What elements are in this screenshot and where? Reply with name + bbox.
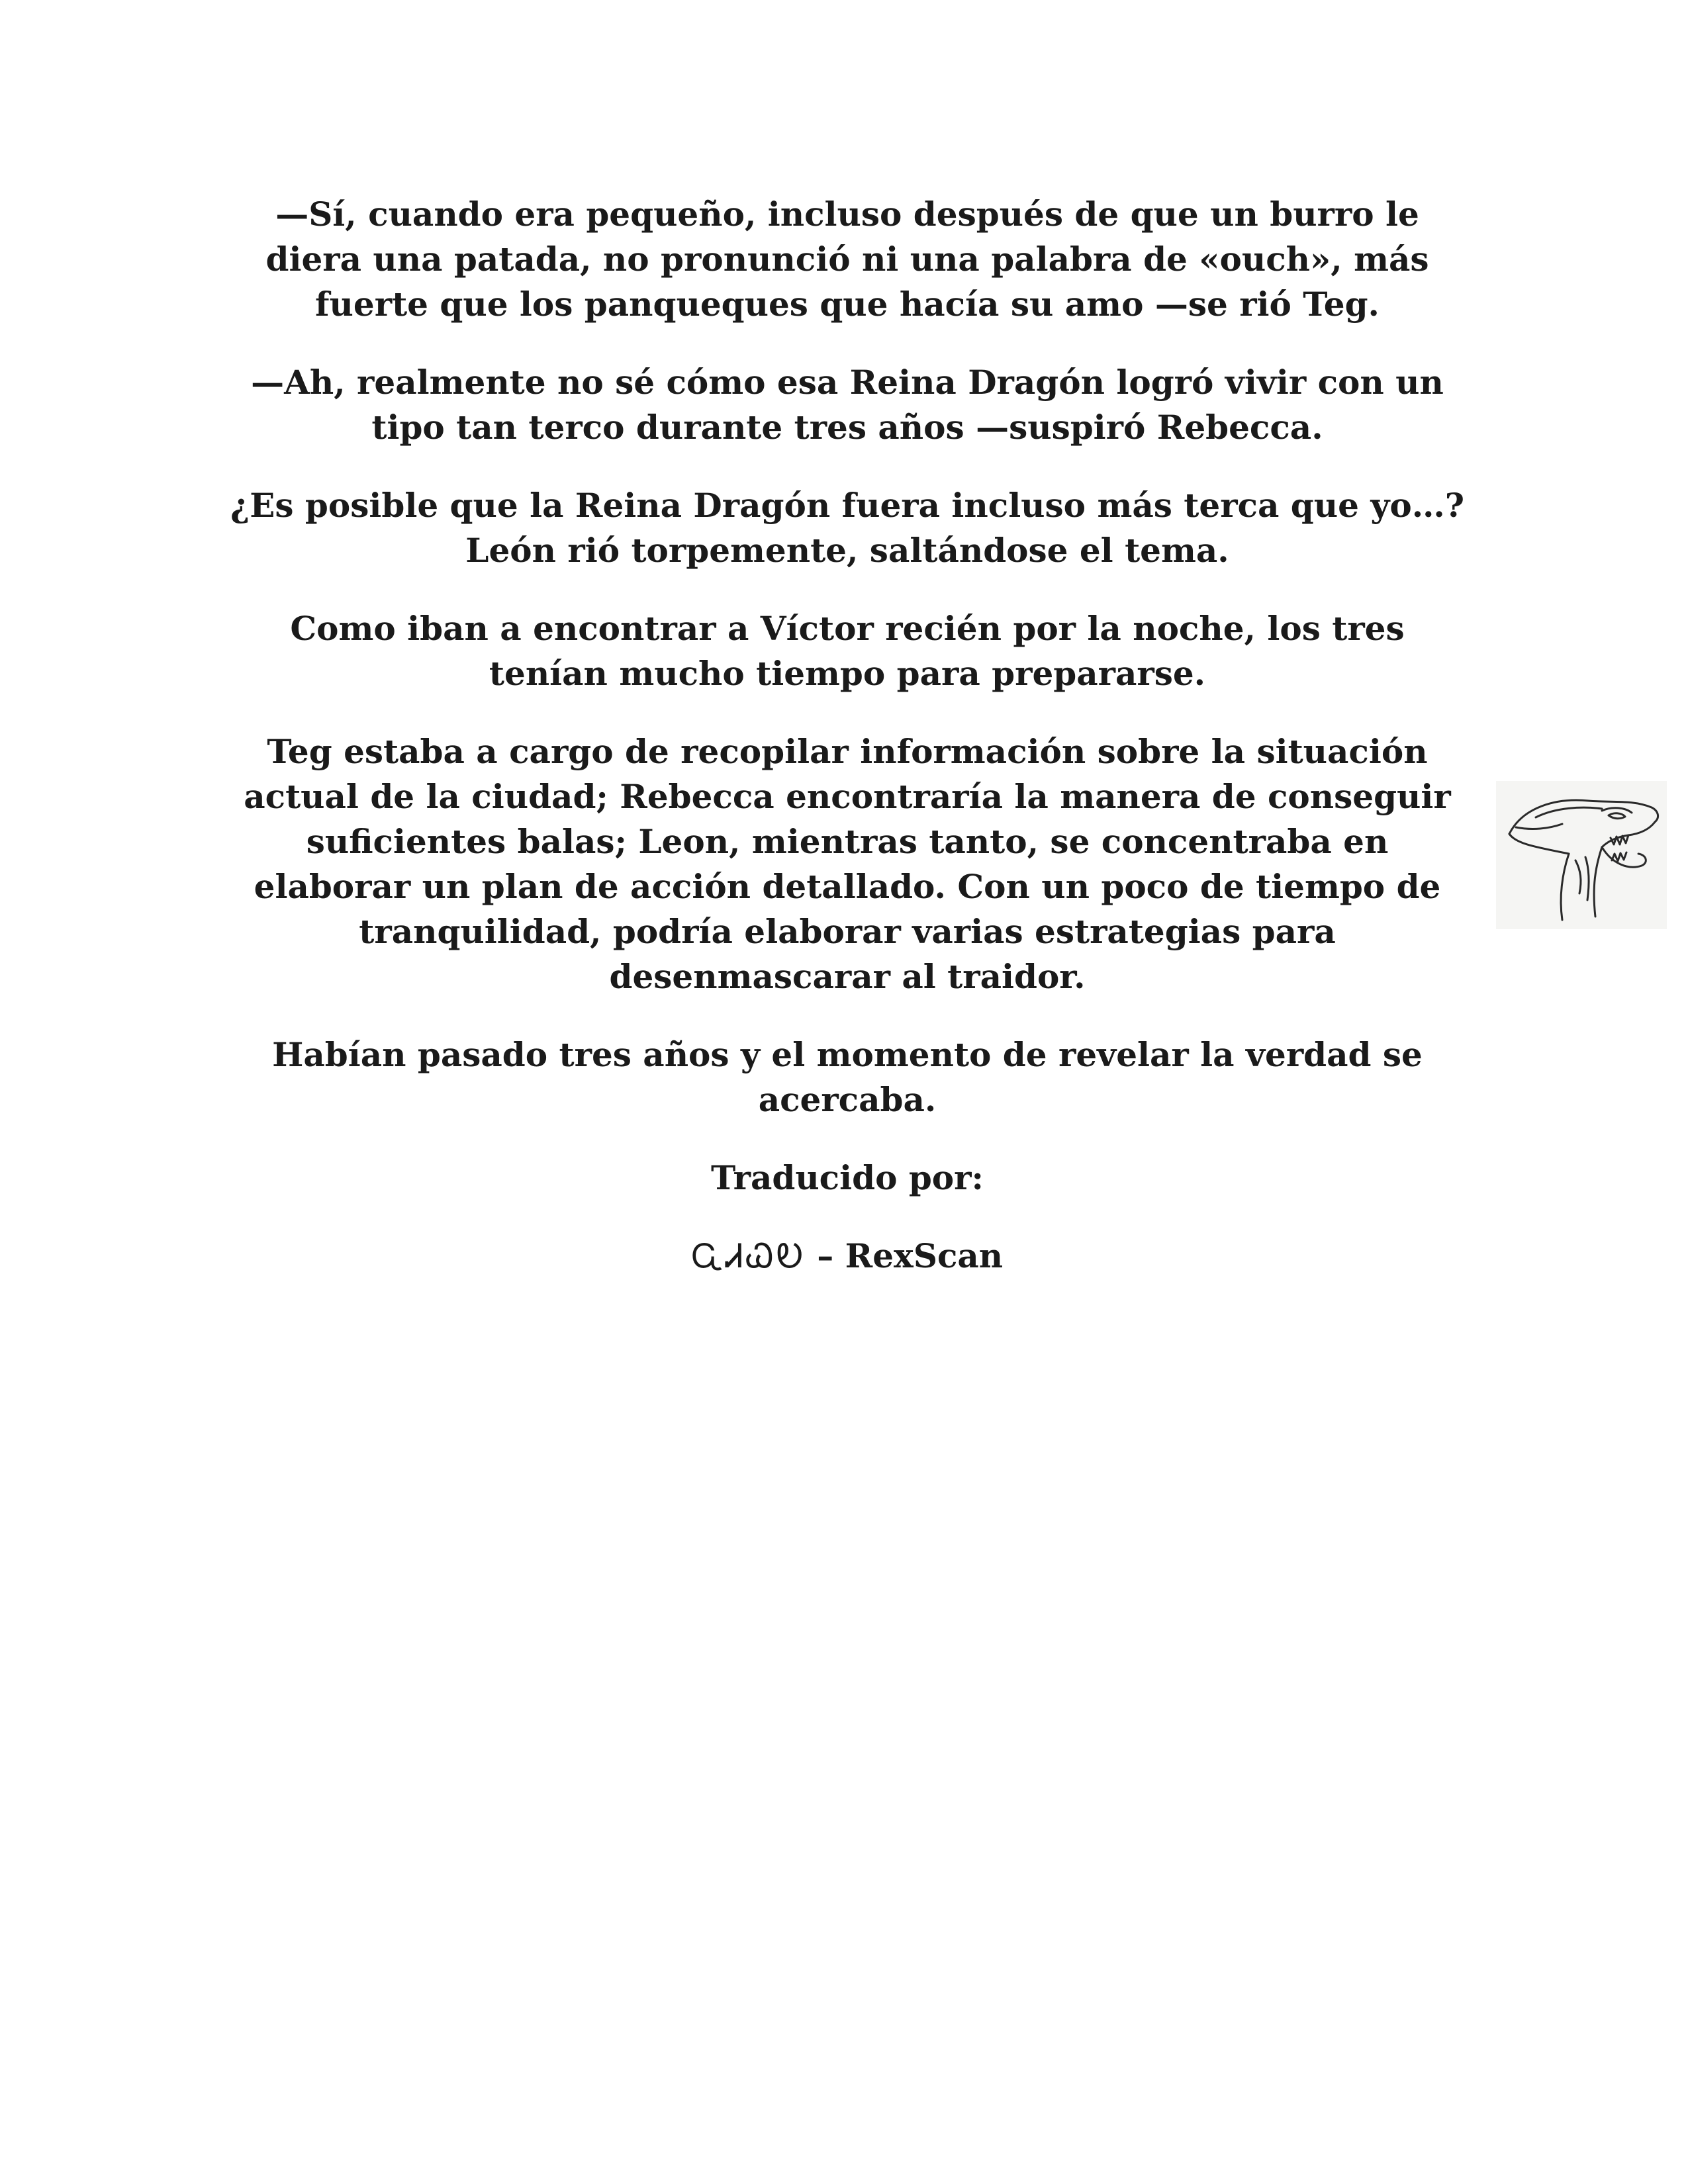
paragraph-3: ¿Es posible que la Reina Dragón fuera incluso más terca que yo…? León rió torpemente, saltándose el tema. (230, 486, 1465, 570)
dinosaur-sketch-svg (1496, 781, 1667, 929)
credits-line (228, 1234, 1466, 1279)
body-text (228, 192, 1466, 1312)
translator-name: ᏩᏗᏇᎧ (691, 1237, 806, 1275)
paragraph-5: Teg estaba a cargo de recopilar información sobre la situación actual de la ciudad; Rebecca encontraría la manera de conseguir suficientes balas; Leon, mientras tanto, se concentraba en elaborar un plan de acción detallado. Con un poco de tiempo de tranquilidad, podría elaborar varias estrategias para desenmascarar al traidor. (244, 732, 1451, 996)
credits-label: Traducido por: (711, 1158, 984, 1197)
paragraph-2: —Ah, realmente no sé cómo esa Reina Dragón logró vivir con un tipo tan terco durante tres años —suspiró Rebecca. (251, 363, 1444, 447)
credits-separator: – (805, 1236, 845, 1275)
group-name: RexScan (845, 1236, 1004, 1275)
paragraph-1: —Sí, cuando era pequeño, incluso después de que un burro le diera una patada, no pronunció ni una palabra de «ouch», más fuerte que los panqueques que hacía su amo —se rió Teg. (265, 195, 1429, 324)
dinosaur-head-icon (1496, 781, 1667, 929)
paragraph-4: Como iban a encontrar a Víctor recién por la noche, los tres tenían mucho tiempo para prepararse. (290, 609, 1405, 693)
paragraph-6: Habían pasado tres años y el momento de revelar la verdad se acercaba. (272, 1035, 1423, 1119)
